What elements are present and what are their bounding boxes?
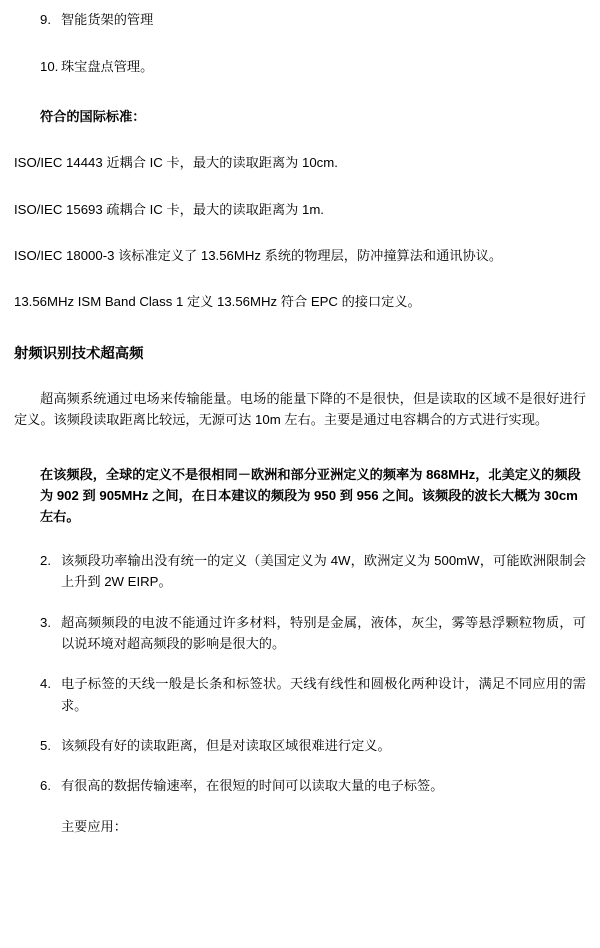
list-item-number: 6.	[40, 778, 51, 794]
standard-line-15693: ISO/IEC 15693 疏耦合 IC 卡，最大的读取距离为 1m.	[14, 201, 324, 217]
list-item	[14, 550, 586, 593]
list-item	[14, 816, 586, 837]
list-item	[14, 673, 586, 716]
list-item-number: 4.	[40, 676, 51, 692]
list-item-text: 超高频频段的电波不能通过许多材料，特别是金属，液体，灰尘，雾等悬浮颗粒物质，可以说环境对超高频段的影响是很大的。	[61, 614, 586, 651]
document-page	[0, 9, 600, 948]
list-item-number: 3.	[40, 614, 51, 630]
section-title-uhf: 射频识别技术超高频	[14, 345, 144, 362]
list-item-text: 该频段有好的读取距离，但是对读取区域很难进行定义。	[61, 738, 391, 754]
list-item-text: 电子标签的天线一般是长条和标签状。天线有线性和圆极化两种设计，满足不同应用的需求。	[61, 676, 586, 713]
list-item	[14, 9, 586, 30]
list-item-text: 智能货架的管理	[61, 12, 154, 27]
heading-features: 在该频段，全球的定义不是很相同－欧洲和部分亚洲定义的频率为 868MHz，北美定义的频段为 902 到 905MHz 之间，在日本建议的频段为 950 到 956 之间。该频段的波长大概为 30cm 左右。	[40, 466, 581, 525]
list-item-text: 该频段功率输出没有统一的定义（美国定义为 4W，欧洲定义为 500mW，可能欧洲限制会上升到 2W EIRP。	[61, 552, 586, 590]
list-item-text: 珠宝盘点管理。	[61, 59, 154, 75]
list-item	[14, 612, 586, 655]
standard-line-14443: ISO/IEC 14443 近耦合 IC 卡，最大的读取距离为 10cm.	[14, 155, 338, 171]
standard-line-18000-3: ISO/IEC 18000-3 该标准定义了 13.56MHz 系统的物理层，防冲撞算法和通讯协议。	[14, 247, 503, 263]
list-item-number: 2.	[40, 552, 51, 568]
list-item	[14, 775, 586, 796]
standard-line-ism-band: 13.56MHz ISM Band Class 1 定义 13.56MHz 符合 EPC 的接口定义。	[14, 294, 421, 310]
list-item	[14, 735, 586, 756]
list-item-number: 9.	[40, 12, 51, 27]
list-item-text: 有很高的数据传输速率，在很短的时间可以读取大量的电子标签。	[61, 778, 444, 794]
list-item-number: 5.	[40, 738, 51, 754]
list-item	[14, 56, 586, 77]
paragraph-uhf-intro: 超高频系统通过电场来传输能量。电场的能量下降的不是很快，但是读取的区域不是很好进行定义。该频段读取距离比较远，无源可达 10m 左右。主要是通过电容耦合的方式进行实现。	[14, 390, 586, 428]
list-item-number: 10.	[40, 59, 59, 75]
heading-standards: 符合的国际标准：	[40, 108, 146, 124]
list-item-text: 主要应用：	[61, 818, 127, 834]
